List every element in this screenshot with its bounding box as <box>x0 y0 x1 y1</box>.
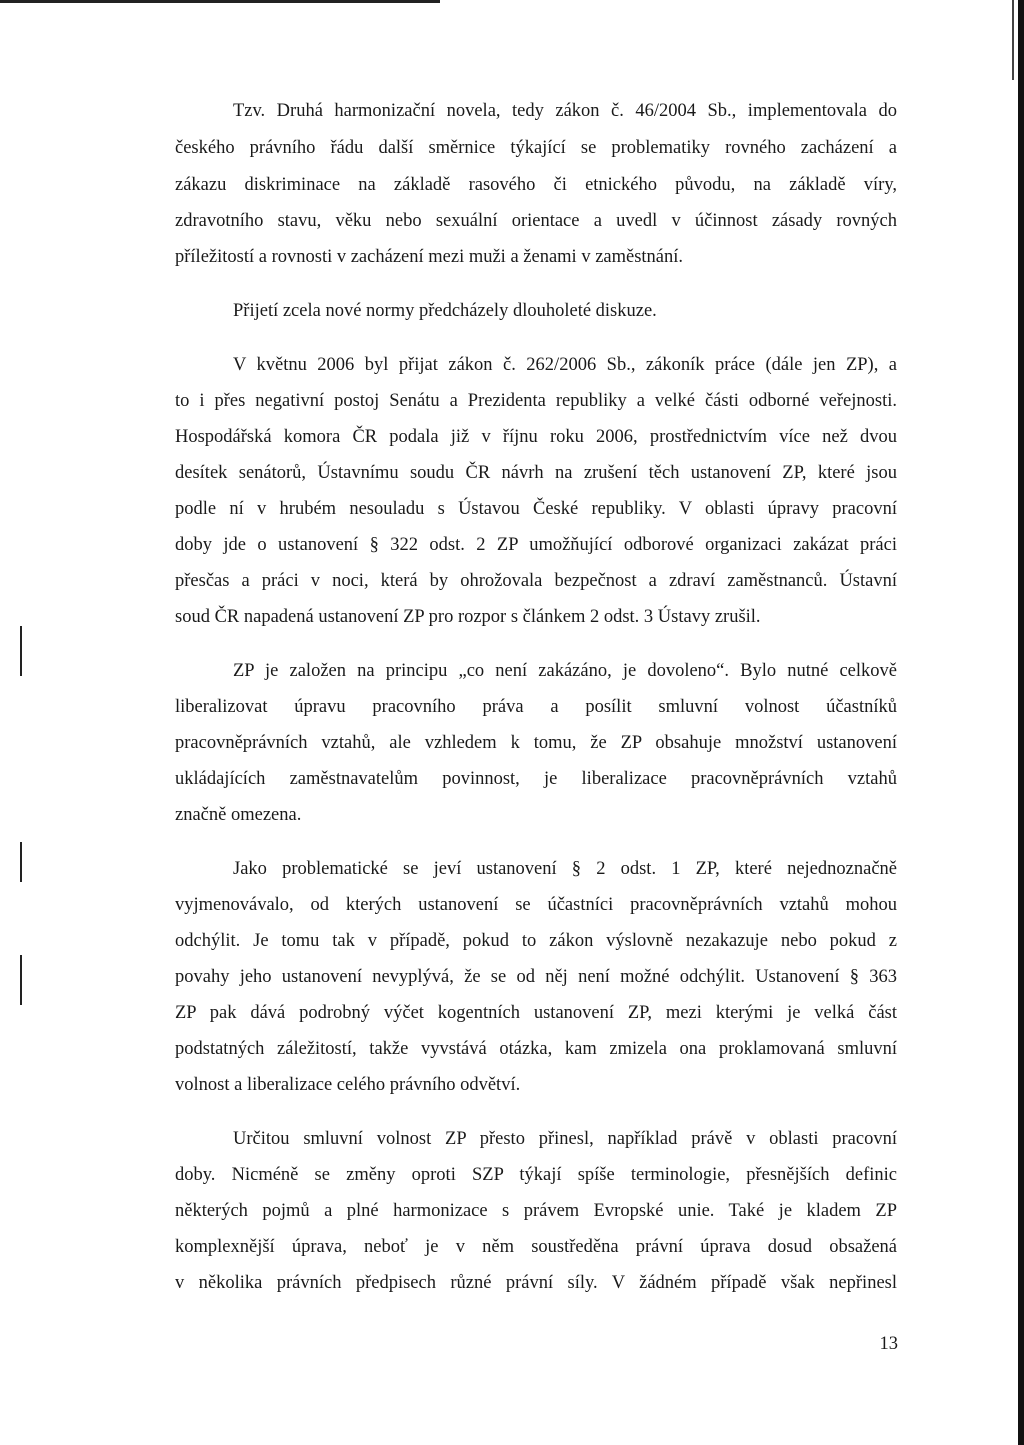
text-line: doby. Nicméně se změny oproti SZP týkají spíše terminologie, přesnějších definic <box>175 1165 897 1185</box>
text-line: Tzv. Druhá harmonizační novela, tedy zákon č. 46/2004 Sb., implementovala do <box>233 101 897 121</box>
text-line: zdravotního stavu, věku nebo sexuální orientace a uvedl v účinnost zásady rovných <box>175 211 897 231</box>
text-line: příležitostí a rovnosti v zacházení mezi muži a ženami v zaměstnání. <box>175 247 684 267</box>
text-line: přesčas a práci v noci, která by ohrožovala bezpečnost a zdraví zaměstnanců. Ústavní <box>175 571 897 591</box>
text-line: Přijetí zcela nové normy předcházely dlouholeté diskuze. <box>233 301 657 321</box>
text-line: volnost a liberalizace celého právního odvětví. <box>175 1075 521 1095</box>
text-line: vyjmenovávalo, od kterých ustanovení se účastníci pracovněprávních vztahů mohou <box>175 895 897 915</box>
text-line: to i přes negativní postoj Senátu a Prezidenta republiky a velké části odborné veřejnosti. <box>175 391 897 411</box>
text-line: povahy jeho ustanovení nevyplývá, že se od něj není možné odchýlit. Ustanovení § 363 <box>175 967 897 987</box>
text-line: soud ČR napadená ustanovení ZP pro rozpor s článkem 2 odst. 3 Ústavy zrušil. <box>175 607 761 627</box>
text-line: ZP pak dává podrobný výčet kogentních ustanovení ZP, mezi kterými je velká část <box>175 1003 897 1023</box>
page-number: 13 <box>879 1334 898 1354</box>
text-line: doby jde o ustanovení § 322 odst. 2 ZP umožňující odborové organizaci zakázat práci <box>175 535 897 555</box>
scan-border-top <box>0 0 440 3</box>
text-line: Jako problematické se jeví ustanovení § 2 odst. 1 ZP, které nejednoznačně <box>233 859 897 879</box>
text-line: liberalizovat úpravu pracovního práva a posílit smluvní volnost účastníků <box>175 697 897 717</box>
text-line: ZP je založen na principu „co není zakázáno, je dovoleno“. Bylo nutné celkově <box>233 661 897 681</box>
text-line: komplexnější úprava, neboť je v něm soustředěna právní úprava dosud obsažená <box>175 1237 897 1257</box>
margin-mark <box>20 842 22 882</box>
scan-border-right-inner <box>1012 0 1014 80</box>
margin-mark <box>20 626 22 676</box>
text-line: Určitou smluvní volnost ZP přesto přinesl, například právě v oblasti pracovní <box>233 1129 897 1149</box>
text-line: odchýlit. Je tomu tak v případě, pokud to zákon výslovně nezakazuje nebo pokud z <box>175 931 897 951</box>
text-line: podle ní v hrubém nesouladu s Ústavou České republiky. V oblasti úpravy pracovní <box>175 499 897 519</box>
text-line: zákazu diskriminace na základě rasového či etnického původu, na základě víry, <box>175 175 897 195</box>
text-line: v několika právních předpisech různé právní síly. V žádném případě však nepřinesl <box>175 1273 897 1293</box>
margin-mark <box>20 955 22 1005</box>
text-line: českého právního řádu další směrnice týkající se problematiky rovného zacházení a <box>175 138 897 158</box>
text-line: ukládajících zaměstnavatelům povinnost, je liberalizace pracovněprávních vztahů <box>175 769 897 789</box>
text-line: desítek senátorů, Ústavnímu soudu ČR návrh na zrušení těch ustanovení ZP, které jsou <box>175 463 897 483</box>
text-line: podstatných záležitostí, takže vyvstává otázka, kam zmizela ona proklamovaná smluvní <box>175 1039 897 1059</box>
text-line: pracovněprávních vztahů, ale vzhledem k tomu, že ZP obsahuje množství ustanovení <box>175 733 897 753</box>
text-line: V květnu 2006 byl přijat zákon č. 262/2006 Sb., zákoník práce (dále jen ZP), a <box>233 355 897 375</box>
text-line: značně omezena. <box>175 805 302 825</box>
text-line: Hospodářská komora ČR podala již v říjnu roku 2006, prostřednictvím více než dvou <box>175 427 897 447</box>
text-line: některých pojmů a plné harmonizace s právem Evropské unie. Také je kladem ZP <box>175 1201 897 1221</box>
scan-border-right <box>1018 0 1024 1445</box>
